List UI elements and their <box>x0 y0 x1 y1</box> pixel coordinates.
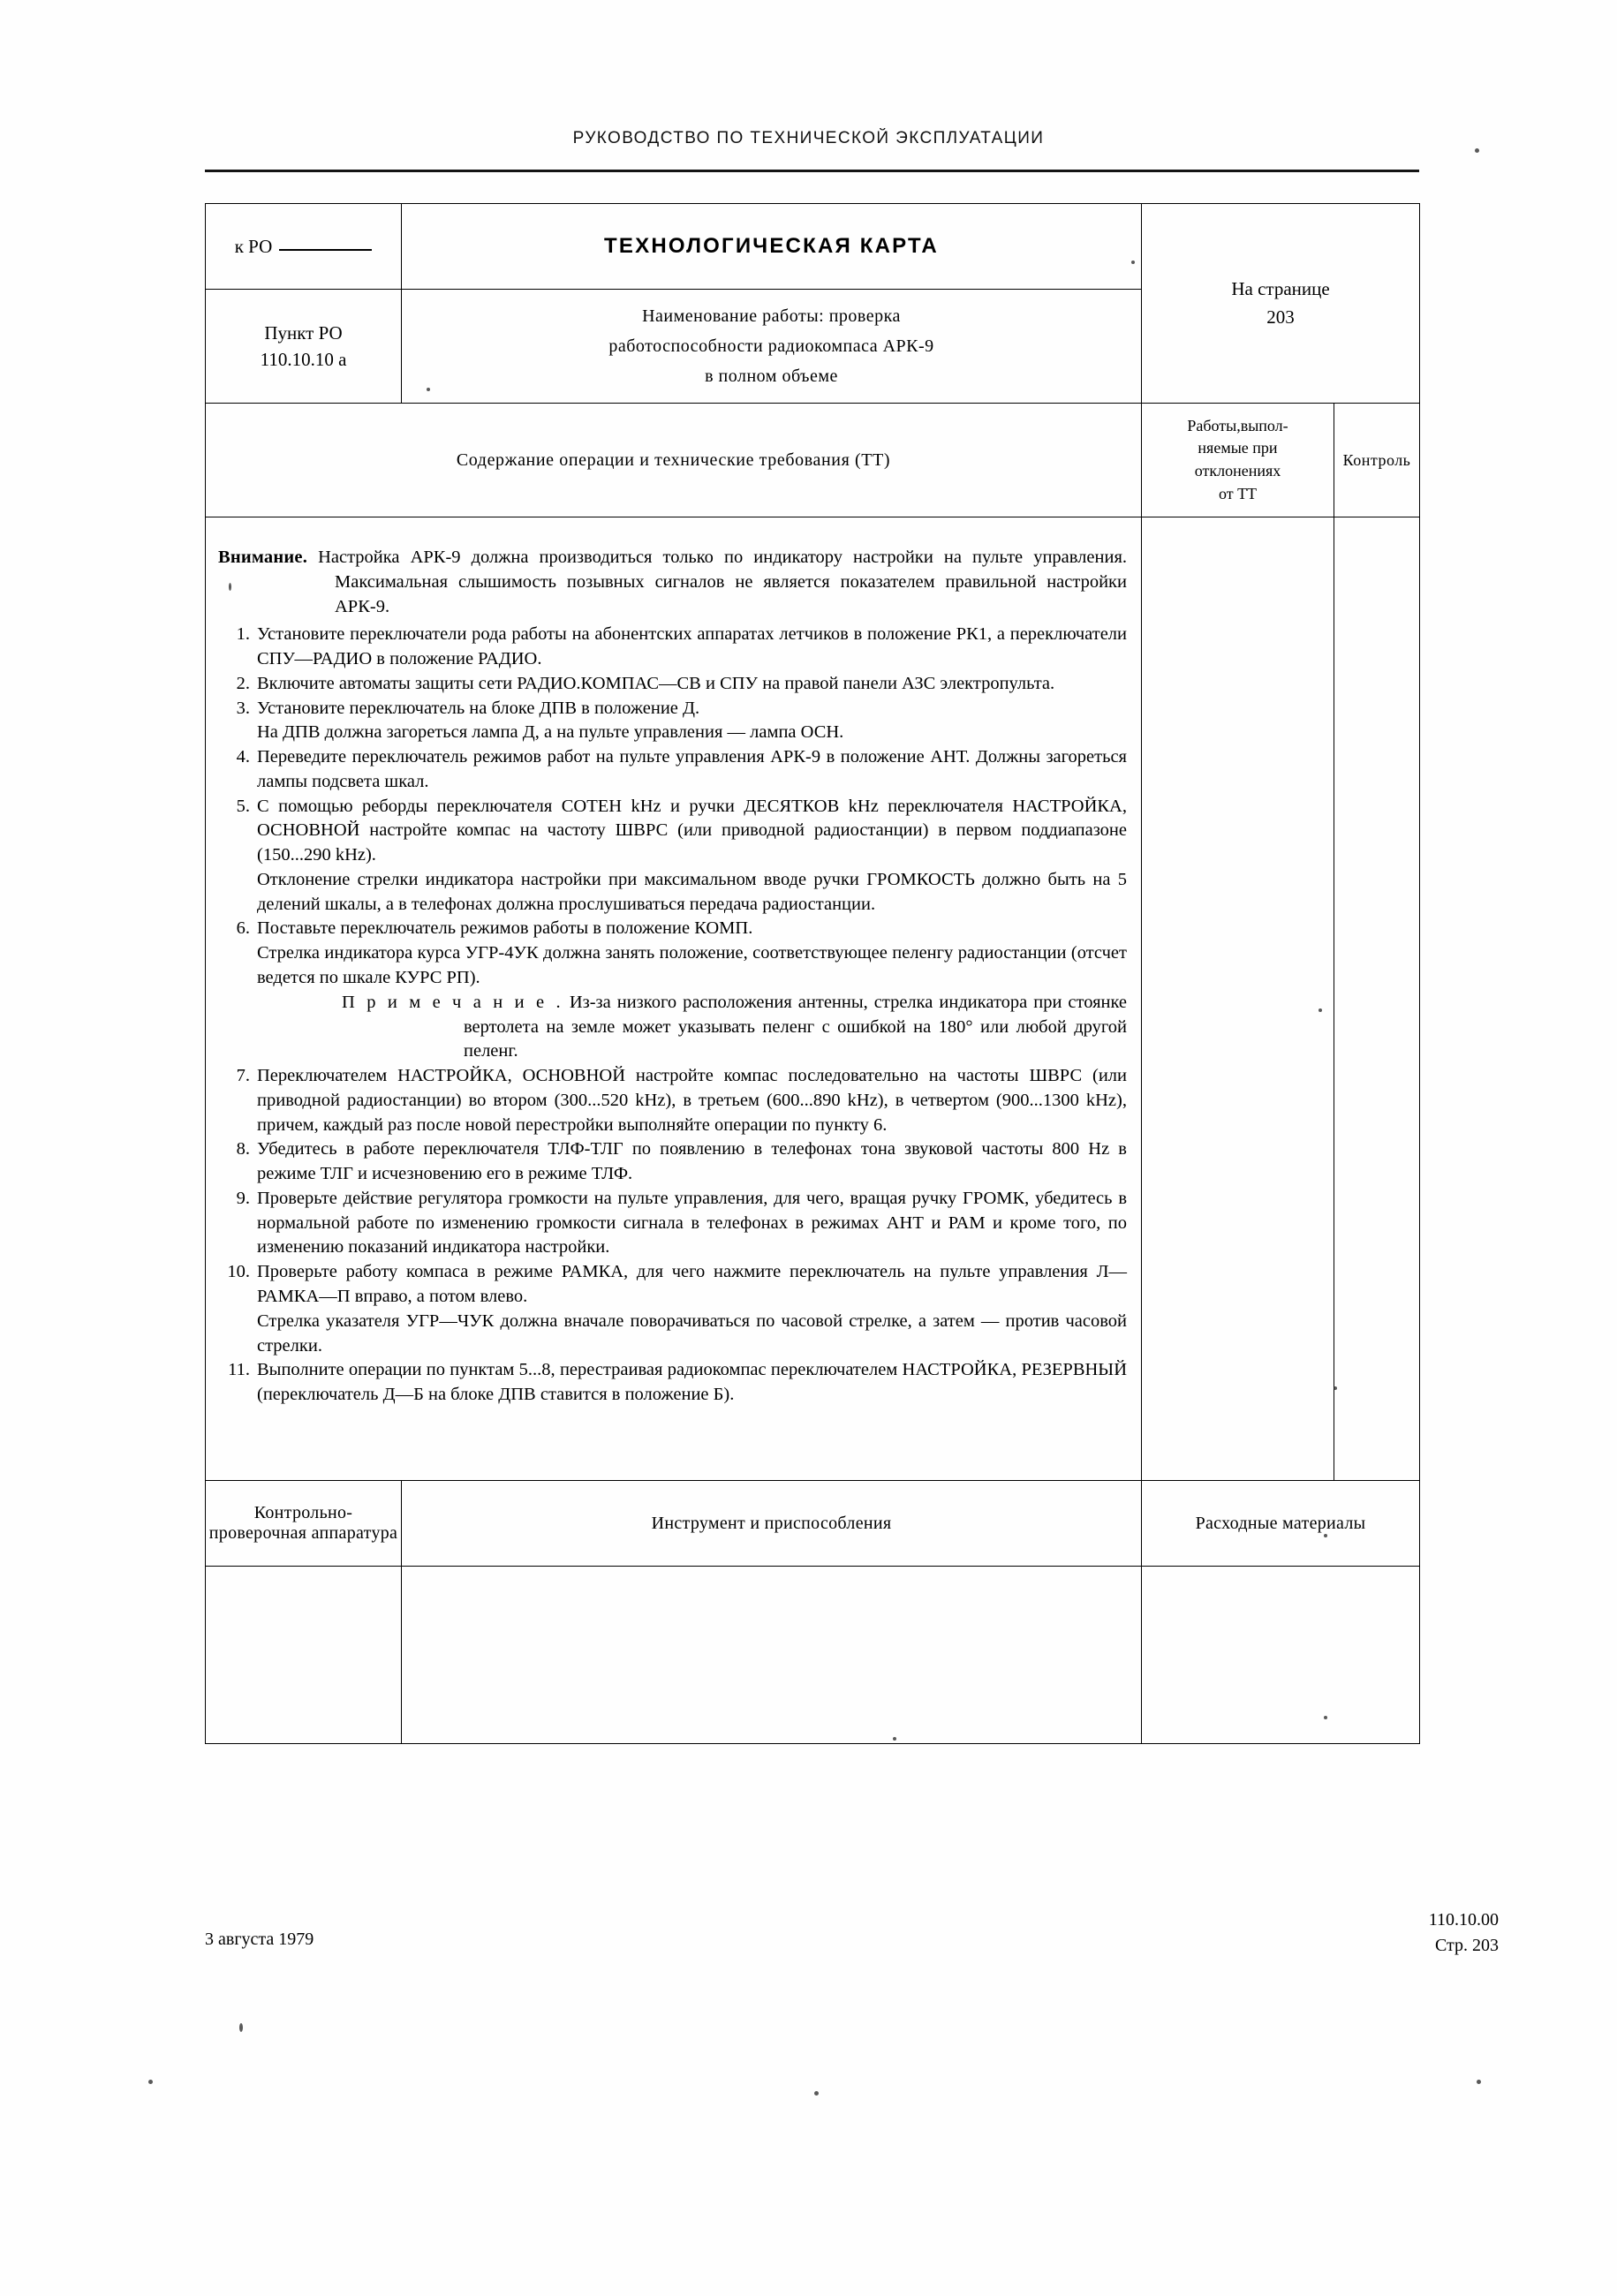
step-number: 8. <box>236 1139 250 1159</box>
punkt-value: 110.10.10 а <box>260 349 347 370</box>
ro-label: к РО <box>234 235 273 257</box>
work-name-line-1: Наименование работы: проверка <box>642 306 901 326</box>
step-number: 11. <box>228 1360 250 1380</box>
step-text: Проверьте действие регулятора громкости на пульте управления, для чего, вращая ручку ГРОМК, убедитесь в нормальной работе по изменению громкости сигнала в телефонах в режимах АНТ и РАМ и кроме того, по изменению показаний индикатора настройки. <box>257 1188 1127 1258</box>
scan-speck <box>1319 1008 1322 1012</box>
step-text: Выполните операции по пунктам 5...8, перестраивая радиокомпас переключателем НАСТРОЙКА, РЕЗЕРВНЫЙ (переключатель Д—Б на блоке ДПВ ставится в положение Б). <box>257 1360 1127 1405</box>
table-row-column-headers <box>206 404 1420 517</box>
step-number: 2. <box>236 673 250 693</box>
column-header-control: Контроль <box>1334 404 1420 517</box>
tools-blank-cell <box>402 1567 1142 1744</box>
scan-speck <box>148 2080 153 2084</box>
step-number: 10. <box>227 1262 250 1282</box>
technology-card-table <box>205 203 1420 1744</box>
ro-blank-line <box>279 249 372 251</box>
deviations-line-2: няемые при <box>1198 439 1278 457</box>
deviations-line-4: от ТТ <box>1218 484 1258 502</box>
deviations-line-3: отклонениях <box>1194 462 1281 480</box>
step-text: Установите переключатели рода работы на абонентских аппаратах летчиков в положение РК1, а переключатели СПУ—РАДИО в положение РАДИО. <box>257 624 1127 669</box>
equipment-blank-cell <box>206 1567 402 1744</box>
note-label: П р и м е ч а н и е . <box>342 992 563 1012</box>
step-text: С помощью реборды переключателя СОТЕН kHz и ручки ДЕСЯТКОВ kHz переключателя НАСТРОЙКА, ОСНОВНОЙ настройте компас на частоту ШВРС (или приводной радиостанции) в первом поддиапазоне (150...290 kHz). <box>257 796 1127 865</box>
step-text: Включите автоматы защиты сети РАДИО.КОМПАС—СВ и СПУ на правой панели АЗС электропульта. <box>257 673 1055 693</box>
step-subtext: Стрелка индикатора курса УГР-4УК должна занять положение, соответствующее пеленгу радиостанции (отсчет ведется по шкале КУРС РП). <box>257 943 1127 988</box>
step-text: Установите переключатель на блоке ДПВ в положение Д. <box>257 698 700 718</box>
page-number-cell <box>1142 204 1420 404</box>
step-text: Переключателем НАСТРОЙКА, ОСНОВНОЙ настройте компас последовательно на частоты ШВРС (или приводной радиостанции) во втором (300...520 kHz), в третьем (600...890 kHz), в четвертом (900...1300 kHz), причем, каждый раз после новой перестройки выполняйте операции по пункту 6. <box>257 1066 1127 1135</box>
page-number-footer: Стр. 203 <box>1434 1936 1499 1955</box>
step-number: 1. <box>236 624 250 645</box>
operations-text <box>206 517 1141 1416</box>
document-footer <box>1429 1907 1499 1959</box>
note-text: Из-за низкого расположения антенны, стрелка индикатора при стоянке вертолета на земле может указывать пеленг с ошибкой на 180° или любой другой пеленг. <box>464 992 1128 1061</box>
step-subtext: Отклонение стрелки индикатора настройки при максимальном вводе ручки ГРОМКОСТЬ должно быть на 5 делений шкалы, а в телефонах должна прослушиваться передача радиостанции. <box>257 869 1127 914</box>
step-subtext: На ДПВ должна загореться лампа Д, а на пульте управления — лампа ОСН. <box>257 722 844 743</box>
work-name-line-2: работоспособности радиокомпаса АРК-9 <box>608 336 934 356</box>
materials-header: Расходные материалы <box>1142 1481 1420 1567</box>
page-label: На странице <box>1231 278 1330 299</box>
step-item <box>218 745 1127 795</box>
column-header-content: Содержание операции и технические требования (ТТ) <box>206 404 1142 517</box>
scan-speck <box>1324 1534 1327 1537</box>
control-cell <box>1334 517 1420 1481</box>
table-row-title <box>206 204 1420 290</box>
step-number: 4. <box>236 747 250 767</box>
step-text: Поставьте переключатель режимов работы в положение КОМП. <box>257 918 753 939</box>
steps-list <box>218 623 1127 1408</box>
step-item <box>218 1260 1127 1358</box>
step-number: 7. <box>236 1066 250 1086</box>
ro-reference-cell <box>206 204 402 290</box>
warning-block <box>218 546 1127 619</box>
step-item <box>218 672 1127 697</box>
scan-speck <box>1334 1386 1337 1390</box>
warning-text: Настройка АРК-9 должна производиться только по индикатору настройки на пульте управления. Максимальная слышимость позывных сигналов не является показателем правильной настройки АРК-9. <box>318 548 1128 616</box>
scan-speck <box>1324 1716 1327 1719</box>
step-note <box>299 991 1127 1064</box>
punkt-label: Пункт РО <box>264 321 343 344</box>
step-item <box>218 1064 1127 1137</box>
scan-speck <box>814 2091 819 2096</box>
equipment-header: Контрольно-проверочная аппаратура <box>206 1481 402 1567</box>
step-item <box>218 697 1127 746</box>
page-value: 203 <box>1266 306 1295 328</box>
step-item <box>218 917 1127 1064</box>
operations-cell <box>206 517 1142 1481</box>
step-item <box>218 795 1127 918</box>
document-number: 110.10.00 <box>1428 1910 1499 1930</box>
issue-date: 3 августа 1979 <box>205 1930 314 1949</box>
work-name-cell <box>402 290 1142 404</box>
header-rule <box>205 170 1419 172</box>
step-text: Переведите переключатель режимов работ на пульте управления АРК-9 в положение АНТ. Должны загореться лампы подсвета шкал. <box>257 747 1127 791</box>
step-subtext: Стрелка указателя УГР—ЧУК должна вначале поворачиваться по часовой стрелке, а затем — против часовой стрелки. <box>257 1310 1127 1356</box>
step-number: 6. <box>236 918 250 939</box>
step-text: Проверьте работу компаса в режиме РАМКА, для чего нажмите переключатель на пульте управления Л—РАМКА—П вправо, а потом влево. <box>257 1262 1127 1306</box>
scan-speck <box>1475 148 1479 153</box>
materials-blank-cell <box>1142 1567 1420 1744</box>
scan-speck <box>1477 2080 1481 2084</box>
step-number: 5. <box>236 796 250 816</box>
card-title-cell: ТЕХНОЛОГИЧЕСКАЯ КАРТА <box>402 204 1142 290</box>
scan-speck <box>893 1737 896 1741</box>
deviations-cell <box>1142 517 1334 1481</box>
step-item <box>218 1187 1127 1260</box>
table-row-operations <box>206 517 1420 1481</box>
table-row-resource-headers <box>206 1481 1420 1567</box>
tools-header: Инструмент и приспособления <box>402 1481 1142 1567</box>
scan-speck <box>427 388 430 391</box>
step-text: Убедитесь в работе переключателя ТЛФ-ТЛГ по появлению в телефонах тона звуковой частоты 800 Hz в режиме ТЛГ и исчезновению его в режиме ТЛФ. <box>257 1139 1127 1184</box>
table-row-resource-blanks <box>206 1567 1420 1744</box>
step-item <box>218 623 1127 672</box>
step-item <box>218 1358 1127 1408</box>
ro-item-cell <box>206 290 402 404</box>
running-head: РУКОВОДСТВО ПО ТЕХНИЧЕСКОЙ ЭКСПЛУАТАЦИИ <box>572 129 1045 147</box>
work-name-line-3: в полном объеме <box>705 366 838 386</box>
deviations-line-1: Работы,выпол- <box>1187 416 1288 434</box>
step-item <box>218 1137 1127 1187</box>
warning-label: Внимание. <box>218 548 308 567</box>
scan-speck <box>239 2023 243 2032</box>
step-number: 3. <box>236 698 250 718</box>
column-header-deviations <box>1142 404 1334 517</box>
step-number: 9. <box>236 1188 250 1208</box>
scan-speck <box>229 583 231 591</box>
scan-speck <box>1131 261 1135 264</box>
